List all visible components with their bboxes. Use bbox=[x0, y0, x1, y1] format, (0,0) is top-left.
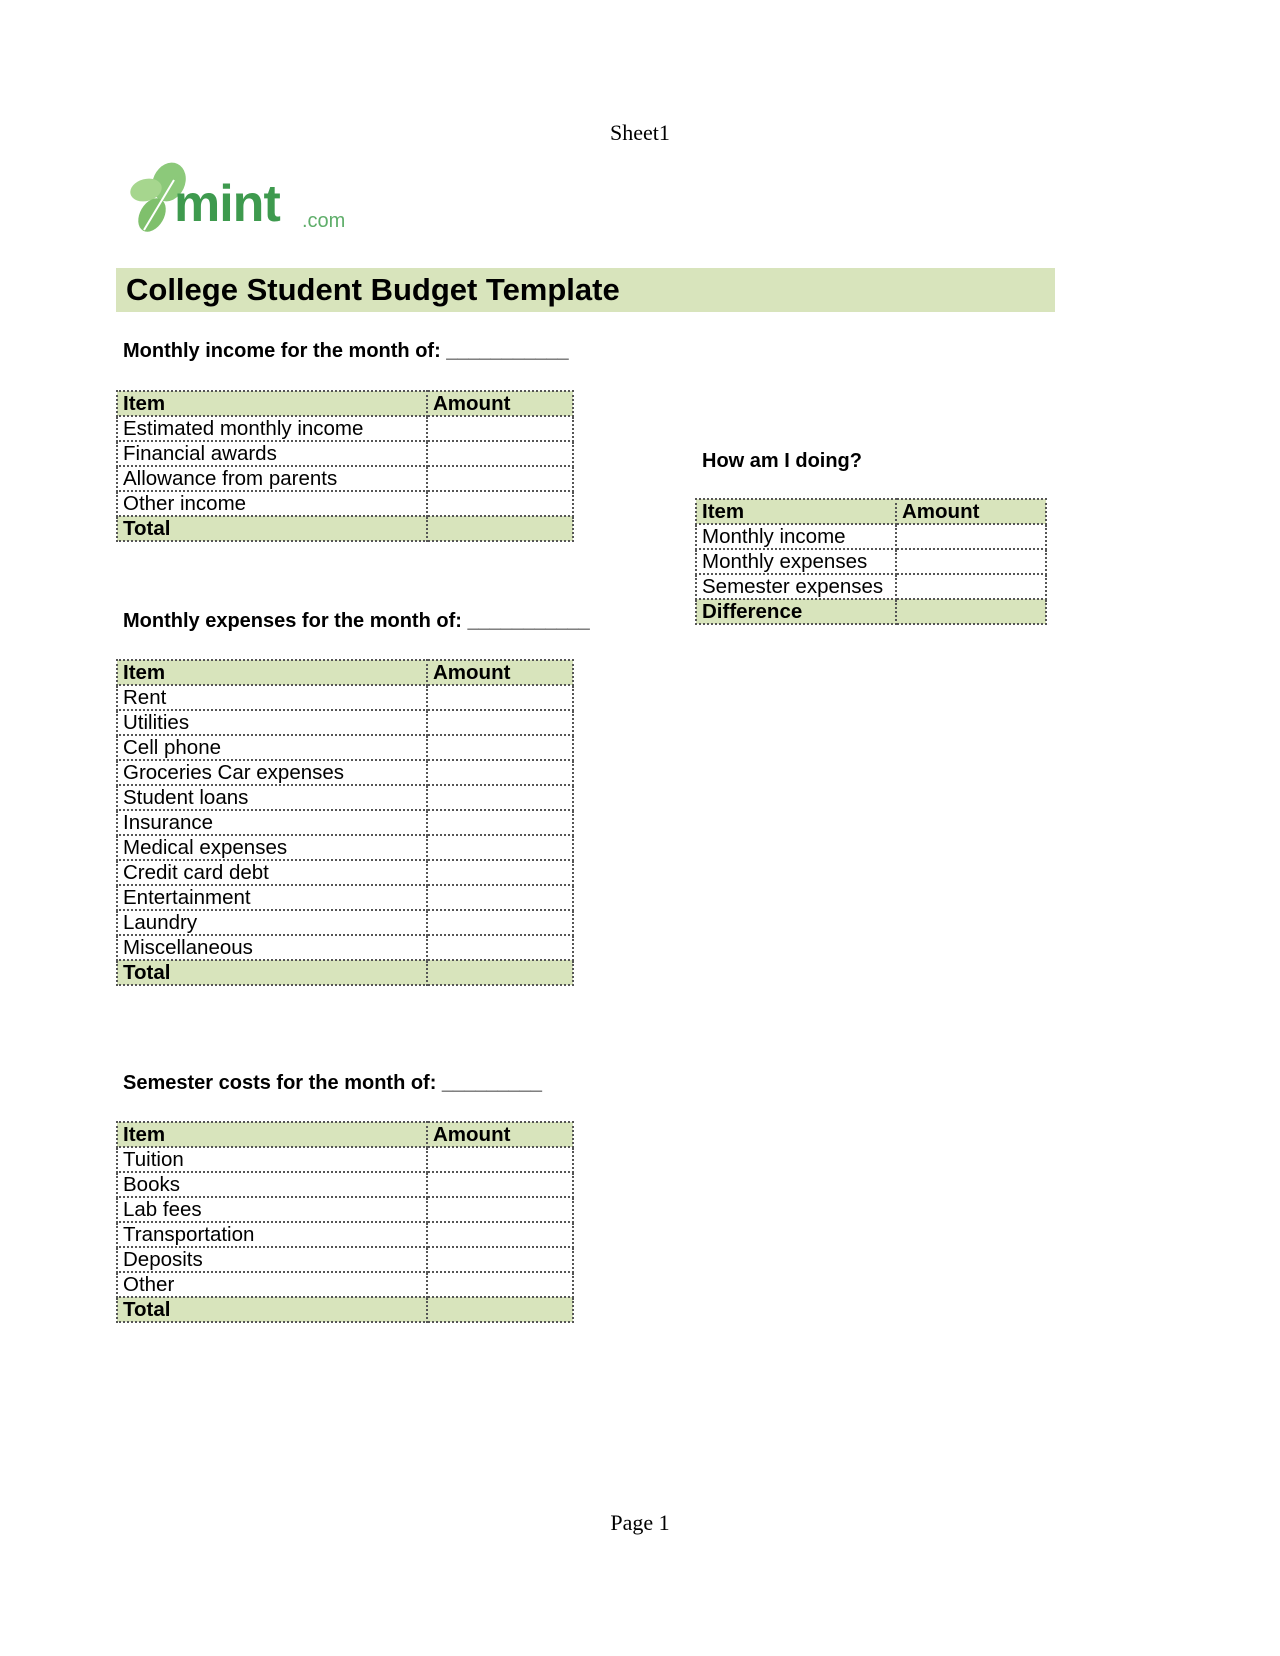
column-header-item: Item bbox=[117, 1122, 427, 1147]
column-header-item: Item bbox=[696, 499, 896, 524]
total-label: Total bbox=[117, 516, 427, 541]
item-cell: Credit card debt bbox=[117, 860, 427, 885]
table-row bbox=[117, 1272, 573, 1297]
table-row bbox=[696, 574, 1046, 599]
difference-label: Difference bbox=[696, 599, 896, 624]
semester-section-label: Semester costs for the month of: _________ bbox=[123, 1072, 543, 1094]
item-cell: Allowance from parents bbox=[117, 466, 427, 491]
table-row bbox=[117, 1222, 573, 1247]
item-cell: Groceries Car expenses bbox=[117, 760, 427, 785]
table-header-row bbox=[696, 499, 1046, 524]
amount-cell[interactable] bbox=[427, 1247, 573, 1272]
amount-cell[interactable] bbox=[427, 785, 573, 810]
title-banner bbox=[116, 268, 1055, 312]
total-row bbox=[117, 960, 573, 985]
table-row bbox=[117, 885, 573, 910]
total-amount-cell[interactable] bbox=[427, 1297, 573, 1322]
amount-cell[interactable] bbox=[427, 491, 573, 516]
amount-cell[interactable] bbox=[427, 910, 573, 935]
amount-cell[interactable] bbox=[427, 760, 573, 785]
mint-logo bbox=[124, 160, 364, 240]
item-cell: Laundry bbox=[117, 910, 427, 935]
item-cell: Insurance bbox=[117, 810, 427, 835]
column-header-amount: Amount bbox=[427, 391, 573, 416]
expenses-section-label: Monthly expenses for the month of: ___________ bbox=[123, 610, 590, 632]
item-cell: Lab fees bbox=[117, 1197, 427, 1222]
table-row bbox=[117, 685, 573, 710]
item-cell: Entertainment bbox=[117, 885, 427, 910]
logo-wordmark: mint bbox=[174, 175, 280, 233]
item-cell: Financial awards bbox=[117, 441, 427, 466]
amount-cell[interactable] bbox=[427, 1222, 573, 1247]
table-header-row bbox=[117, 660, 573, 685]
total-label: Total bbox=[117, 1297, 427, 1322]
item-cell: Books bbox=[117, 1172, 427, 1197]
page-number: Page 1 bbox=[610, 1510, 670, 1535]
table-row bbox=[117, 1147, 573, 1172]
item-cell: Other income bbox=[117, 491, 427, 516]
amount-cell[interactable] bbox=[896, 524, 1046, 549]
table-header-row bbox=[117, 1122, 573, 1147]
table-row bbox=[117, 760, 573, 785]
item-cell: Medical expenses bbox=[117, 835, 427, 860]
table-row bbox=[696, 549, 1046, 574]
amount-cell[interactable] bbox=[427, 1197, 573, 1222]
item-cell: Cell phone bbox=[117, 735, 427, 760]
amount-cell[interactable] bbox=[427, 1147, 573, 1172]
table-row bbox=[117, 835, 573, 860]
item-cell: Monthly expenses bbox=[696, 549, 896, 574]
table-row bbox=[117, 710, 573, 735]
expenses-table bbox=[116, 659, 574, 986]
table-row bbox=[117, 466, 573, 491]
sheet-name: Sheet1 bbox=[610, 120, 670, 145]
table-row bbox=[117, 935, 573, 960]
column-header-amount: Amount bbox=[427, 1122, 573, 1147]
difference-row bbox=[696, 599, 1046, 624]
summary-section-label: How am I doing? bbox=[702, 450, 862, 472]
item-cell: Tuition bbox=[117, 1147, 427, 1172]
item-cell: Transportation bbox=[117, 1222, 427, 1247]
income-section-label: Monthly income for the month of: ___________ bbox=[123, 340, 569, 362]
table-row bbox=[117, 441, 573, 466]
amount-cell[interactable] bbox=[427, 935, 573, 960]
item-cell: Deposits bbox=[117, 1247, 427, 1272]
total-amount-cell[interactable] bbox=[427, 516, 573, 541]
difference-amount-cell[interactable] bbox=[896, 599, 1046, 624]
column-header-item: Item bbox=[117, 660, 427, 685]
amount-cell[interactable] bbox=[427, 860, 573, 885]
table-row bbox=[117, 910, 573, 935]
column-header-amount: Amount bbox=[427, 660, 573, 685]
amount-cell[interactable] bbox=[427, 735, 573, 760]
amount-cell[interactable] bbox=[427, 810, 573, 835]
item-cell: Estimated monthly income bbox=[117, 416, 427, 441]
item-cell: Semester expenses bbox=[696, 574, 896, 599]
table-row bbox=[117, 785, 573, 810]
income-table bbox=[116, 390, 574, 542]
summary-table bbox=[695, 498, 1047, 625]
table-row bbox=[117, 1172, 573, 1197]
table-header-row bbox=[117, 391, 573, 416]
total-row bbox=[117, 1297, 573, 1322]
total-label: Total bbox=[117, 960, 427, 985]
column-header-amount: Amount bbox=[896, 499, 1046, 524]
amount-cell[interactable] bbox=[427, 441, 573, 466]
table-row bbox=[696, 524, 1046, 549]
item-cell: Rent bbox=[117, 685, 427, 710]
table-row bbox=[117, 1197, 573, 1222]
item-cell: Other bbox=[117, 1272, 427, 1297]
amount-cell[interactable] bbox=[896, 549, 1046, 574]
amount-cell[interactable] bbox=[427, 685, 573, 710]
total-amount-cell[interactable] bbox=[427, 960, 573, 985]
item-cell: Student loans bbox=[117, 785, 427, 810]
logo-suffix: .com bbox=[302, 210, 346, 232]
item-cell: Monthly income bbox=[696, 524, 896, 549]
total-row bbox=[117, 516, 573, 541]
amount-cell[interactable] bbox=[427, 835, 573, 860]
amount-cell[interactable] bbox=[896, 574, 1046, 599]
table-row bbox=[117, 860, 573, 885]
table-row bbox=[117, 1247, 573, 1272]
table-row bbox=[117, 810, 573, 835]
amount-cell[interactable] bbox=[427, 416, 573, 441]
table-row bbox=[117, 735, 573, 760]
table-row bbox=[117, 416, 573, 441]
item-cell: Miscellaneous bbox=[117, 935, 427, 960]
page-title: College Student Budget Template bbox=[126, 272, 620, 307]
amount-cell[interactable] bbox=[427, 1172, 573, 1197]
table-row bbox=[117, 491, 573, 516]
amount-cell[interactable] bbox=[427, 466, 573, 491]
semester-table bbox=[116, 1121, 574, 1323]
amount-cell[interactable] bbox=[427, 885, 573, 910]
column-header-item: Item bbox=[117, 391, 427, 416]
amount-cell[interactable] bbox=[427, 1272, 573, 1297]
item-cell: Utilities bbox=[117, 710, 427, 735]
amount-cell[interactable] bbox=[427, 710, 573, 735]
